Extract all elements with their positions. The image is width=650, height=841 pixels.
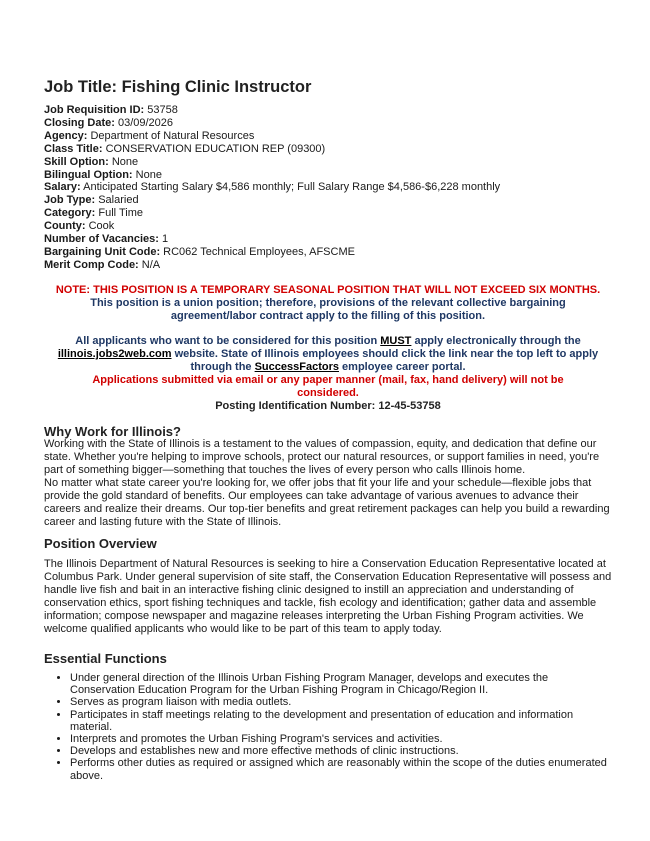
page-title: Job Title: Fishing Clinic Instructor [44, 78, 312, 96]
field-row: County: Cook [44, 220, 115, 233]
field-row: Skill Option: None [44, 155, 139, 168]
field-row: Salary: Anticipated Starting Salary $4,586 monthly; Full Salary Range $4,586-$6,228 monthly [44, 181, 501, 194]
list-item: • Interprets and promotes the Urban Fishing Program's services and activities. [70, 733, 615, 745]
functions-list [44, 672, 615, 782]
list-item: • Develops and establishes new and more effective methods of clinic instructions. [70, 745, 615, 757]
field-row: Merit Comp Code: N/A [44, 258, 161, 271]
overview-paragraph: The Illinois Department of Natural Resources is seeking to hire a Conservation Education Representative located at Columbus Park. Under general supervision of site staff, the Conservation Education Representative will possess and handle live fish and bait in an interactive fishing clinic designed to instill an appreciation and understanding of conservation ethics, sport fishing techniques and tackle, fish ecology and identification; gather data and assemble information; compose newspaper and magazine releases interpreting the Urban Fishing Program activities. We welcome qualified applicants who would like to be part of this team to apply today. [44, 558, 612, 635]
successfactors-link[interactable]: SuccessFactors [254, 361, 339, 373]
overview-heading: Position Overview [44, 536, 157, 551]
why-paragraph-2: No matter what state career you're looking for, we offer jobs that fit your life and your schedule—flexible jobs that provide the gold standard of benefits. Our employees can take advantage of various avenues to advance their careers and realize their dreams. Our top-tier benefits and great retirement packages can help you build a rewarding career and lasting future with the State of Illinois. [44, 477, 610, 528]
list-item: • Performs other duties as required or assigned which are reasonably within the scope of the duties enumerated above. [70, 757, 615, 781]
field-row: Number of Vacancies: 1 [44, 233, 169, 246]
jobs2web-link[interactable]: illinois.jobs2web.com [57, 348, 172, 360]
must-text: MUST [380, 335, 412, 347]
field-row: Closing Date: 03/09/2026 [44, 116, 174, 129]
union-note: This position is a union position; therefore, provisions of the relevant collective bargaining agreement/labor contract apply to the filling of this position. [90, 297, 566, 322]
list-item: • Participates in staff meetings relating to the development and presentation of education and information material. [70, 709, 615, 733]
field-row: Bilingual Option: None [44, 168, 162, 181]
seasonal-note: NOTE: THIS POSITION IS A TEMPORARY SEASONAL POSITION THAT WILL NOT EXCEED SIX MONTHS. [55, 284, 601, 296]
why-paragraph-1: Working with the State of Illinois is a testament to the values of compassion, equity, and dedication that define our state. Whether you're helping to improve schools, protect our natural resources, or support families in need, you're part of something bigger—something that touches the lives of every person who calls Illinois home. [44, 438, 600, 476]
application-notice [44, 284, 612, 413]
job-details [44, 104, 500, 272]
list-item: • Under general direction of the Illinois Urban Fishing Program Manager, develops and executes the Conservation Education Program for the Urban Fishing Program in Chicago/Region II. [70, 672, 615, 696]
field-row: Category: Full Time [44, 207, 144, 220]
functions-heading: Essential Functions [44, 651, 167, 666]
field-row: Job Requisition ID: 53758 [44, 104, 178, 116]
why-heading: Why Work for Illinois? [44, 424, 181, 439]
field-row: Job Type: Salaried [44, 194, 139, 207]
posting-id: Posting Identification Number: 12-45-53758 [215, 400, 441, 412]
field-row: Bargaining Unit Code: RC062 Technical Employees, AFSCME [44, 245, 355, 258]
no-paper-note: Applications submitted via email or any paper manner (mail, fax, hand delivery) will not be considered. [92, 374, 564, 399]
apply-instructions: All applicants who want to be considered for this position MUST apply electronically through the illinois.jobs2web.com website. State of Illinois employees should click the link near the top left to apply through the SuccessFactors employee career portal. [57, 335, 599, 373]
list-item: • Serves as program liaison with media outlets. [70, 696, 615, 708]
field-row: Agency: Department of Natural Resources [44, 129, 255, 142]
field-row: Class Title: CONSERVATION EDUCATION REP (09300) [44, 142, 326, 155]
